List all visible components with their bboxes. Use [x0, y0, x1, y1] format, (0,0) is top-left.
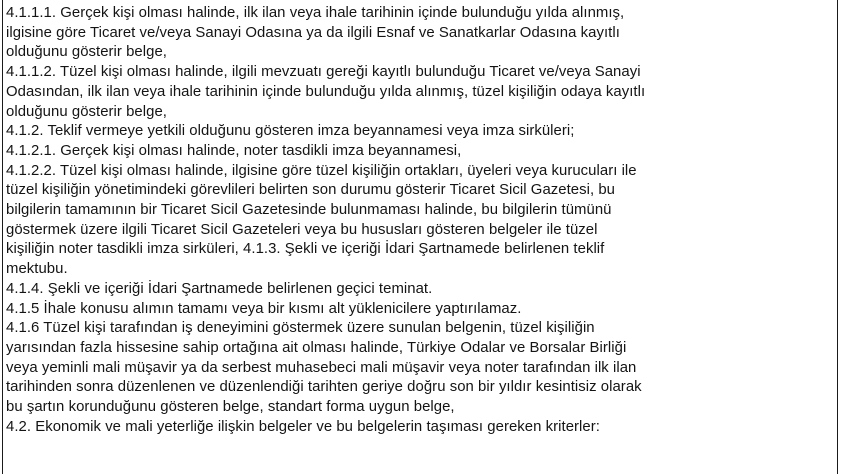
text-line: veya yeminli mali müşavir ya da serbest muhasebeci mali müşavir veya noter tarafından ilk ilan [6, 359, 637, 376]
text-line: yarısından fazla hissesine sahip ortağına ait olması halinde, Türkiye Odalar ve Borsalar Birliği [6, 339, 627, 356]
text-line: kişiliğin noter tasdikli imza sirküleri, 4.1.3. Şekli ve içeriği İdari Şartnamede belirlenen teklif [6, 241, 605, 258]
text-line: 4.1.1.1. Gerçek kişi olması halinde, ilk ilan veya ihale tarihinin içinde bulunduğu yılda alınmış, [6, 5, 625, 21]
text-line: 4.1.6 Tüzel kişi tarafından iş deneyimini göstermek üzere sunulan belgenin, tüzel kişiliğin [6, 320, 595, 337]
text-line: 4.1.1.2. Tüzel kişi olması halinde, ilgili mevzuatı gereği kayıtlı bulunduğu Ticaret ve/veya Sanayi [6, 64, 641, 81]
text-line: 4.1.2. Teklif vermeye yetkili olduğunu gösteren imza beyannamesi veya imza sirküleri; [6, 123, 575, 140]
text-line: 4.2. Ekonomik ve mali yeterliğe ilişkin belgeler ve bu belgelerin taşıması gereken kriterler: [6, 418, 600, 435]
text-line: 4.1.4. Şekli ve içeriği İdari Şartnamede belirlenen geçici teminat. [6, 280, 433, 297]
text-line: göstermek üzere ilgili Ticaret Sicil Gazeteleri veya bu hususları gösteren belgeler ile tüzel [6, 221, 598, 238]
text-line: 4.1.2.1. Gerçek kişi olması halinde, noter tasdikli imza beyannamesi, [6, 142, 462, 159]
text-line: 4.1.2.2. Tüzel kişi olması halinde, ilgisine göre tüzel kişiliğin ortakları, üyeleri veya kurucuları ile [6, 162, 637, 179]
text-line: bu şartın korunduğunu gösteren belge, standart forma uygun belge, [6, 399, 455, 416]
text-line: olduğunu gösterir belge, [6, 44, 167, 61]
text-line: tarihinden sonra düzenlenen ve düzenlendiği tarihten geriye doğru son bir yıldır kesintisiz olarak [6, 379, 642, 396]
text-line: olduğunu gösterir belge, [6, 103, 167, 120]
text-line: 4.1.5 İhale konusu alımın tamamı veya bir kısmı alt yüklenicilere yaptırılamaz. [6, 300, 522, 317]
text-line: Odasından, ilk ilan veya ihale tarihinin içinde bulunduğu yılda alınmış, tüzel kişiliğin odaya kayıtlı [6, 83, 646, 100]
document-text [6, 4, 834, 437]
text-line: mektubu. [6, 261, 68, 278]
text-line: tüzel kişiliğin yönetimindeki görevlileri belirten son durumu gösterir Ticaret Sicil Gazetesi, bu [6, 182, 616, 199]
text-line: ilgisine göre Ticaret ve/veya Sanayi Odasına ya da ilgili Esnaf ve Sanatkarlar Odasına kayıtlı [6, 24, 620, 41]
text-line: bilgilerin tamamının bir Ticaret Sicil Gazetesinde bulunmaması halinde, bu bilgilerin tümünü [6, 202, 612, 219]
